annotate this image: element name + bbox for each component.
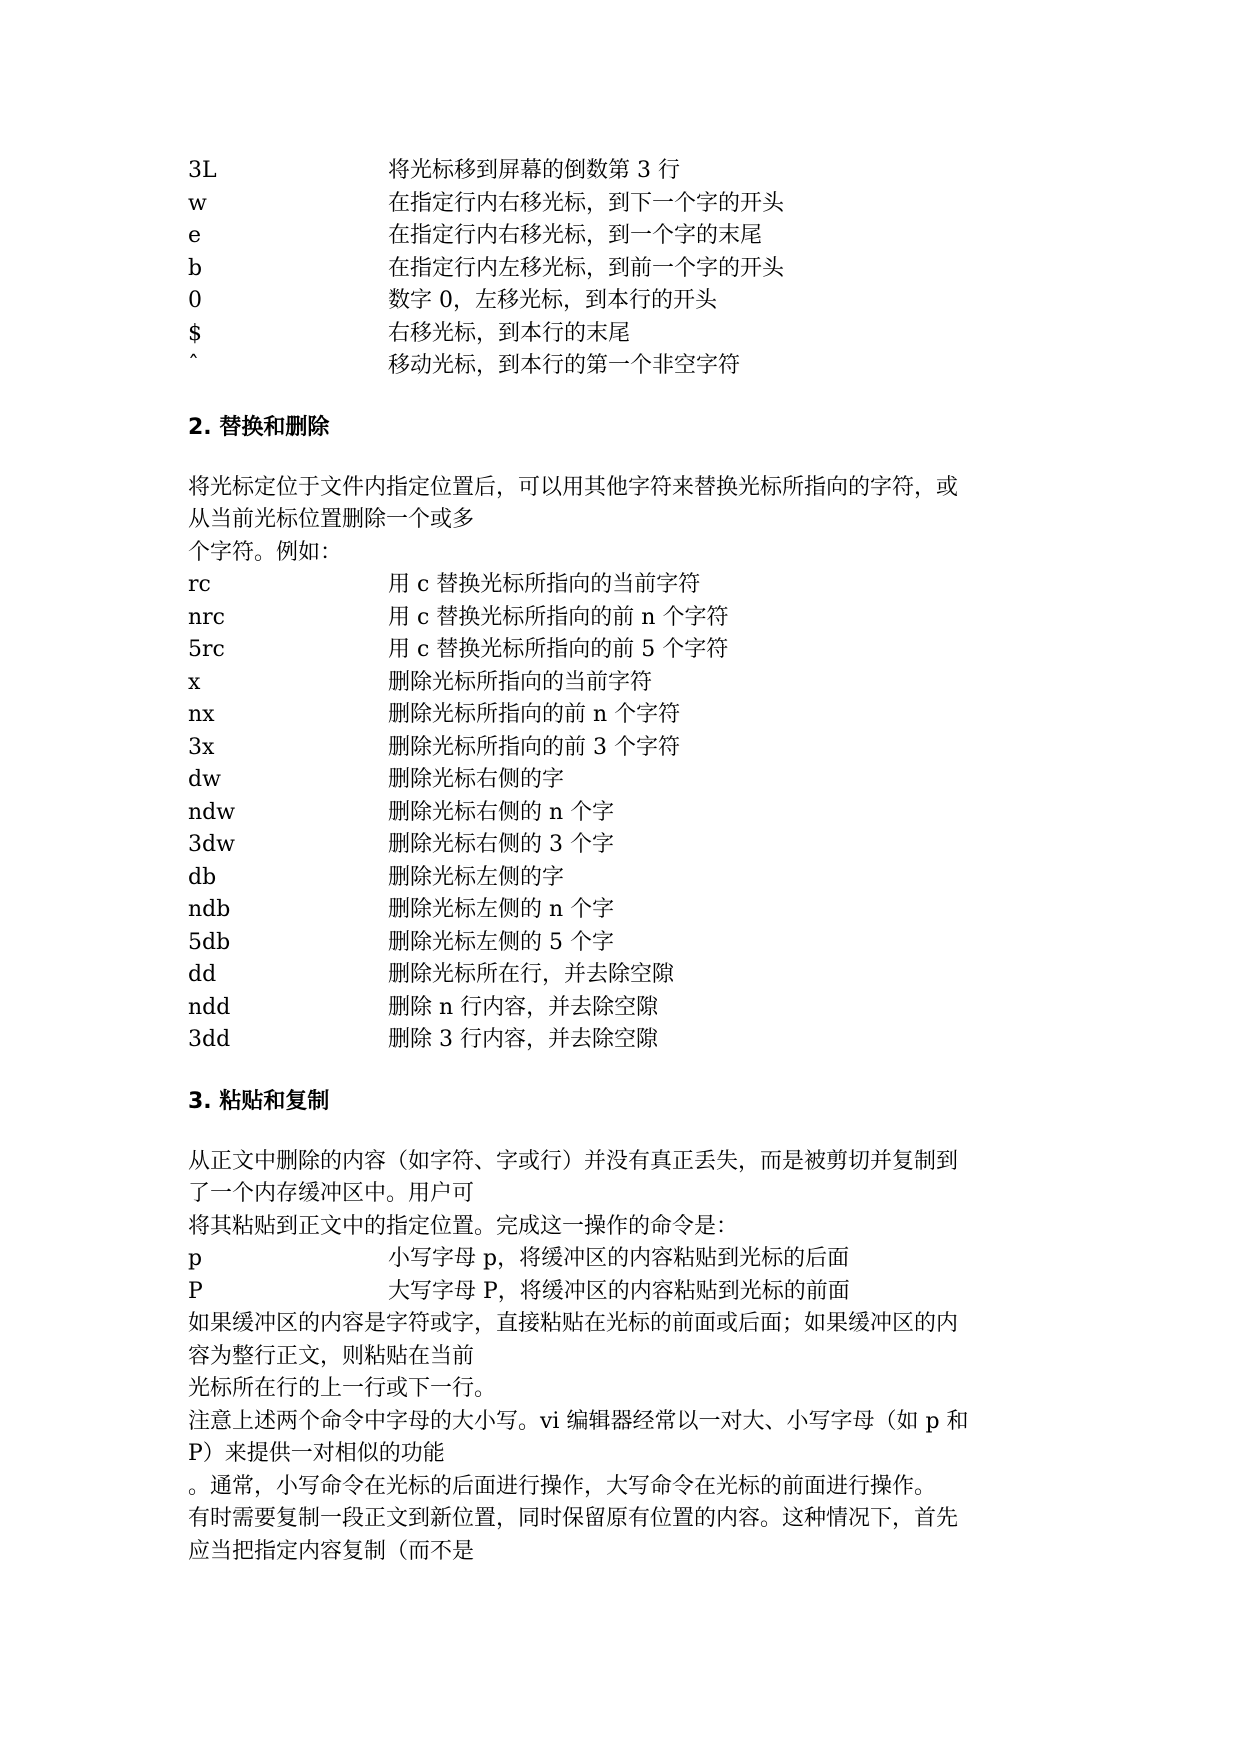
command-key: e — [188, 223, 202, 248]
command-key: $ — [188, 320, 202, 346]
command-row — [188, 992, 1068, 1025]
command-key: ndw — [188, 799, 236, 825]
command-description: 删除光标所指向的前 n 个字符 — [388, 702, 681, 727]
paragraph-line: 容为整行正文，则粘贴在当前 — [188, 1343, 475, 1369]
command-row — [188, 253, 1068, 286]
command-description: 删除光标右侧的 n 个字 — [388, 799, 615, 825]
command-key: 3L — [188, 158, 217, 183]
section-heading-replace-delete: 2. 替换和删除 — [188, 414, 330, 440]
command-key: P — [188, 1278, 203, 1304]
command-description: 删除光标所指向的前 3 个字符 — [388, 734, 680, 760]
command-row — [188, 634, 1068, 667]
command-key: dd — [188, 962, 217, 987]
command-description: 在指定行内左移光标，到前一个字的开头 — [388, 255, 785, 281]
command-key: ndb — [188, 897, 231, 922]
command-description: 小写字母 p，将缓冲区的内容粘贴到光标的后面 — [388, 1246, 850, 1271]
command-row — [188, 350, 1068, 383]
command-row — [188, 1243, 1068, 1276]
command-description: 删除 n 行内容，并去除空隙 — [388, 994, 659, 1020]
command-row — [188, 569, 1068, 602]
paragraph-line: 应当把指定内容复制（而不是 — [188, 1538, 475, 1564]
command-row — [188, 1276, 1068, 1309]
command-description: 在指定行内右移光标，到一个字的末尾 — [388, 223, 763, 248]
section-intro-paragraph — [188, 472, 1068, 570]
command-list-replace-delete — [188, 569, 1068, 1057]
command-description: 用 c 替换光标所指向的当前字符 — [388, 572, 701, 597]
command-row — [188, 927, 1068, 960]
command-description: 数字 0，左移光标，到本行的开头 — [388, 288, 717, 313]
paragraph-line: 。通常，小写命令在光标的后面进行操作，大写命令在光标的前面进行操作。 — [188, 1473, 937, 1499]
section-heading-paste-copy: 3. 粘贴和复制 — [188, 1088, 330, 1114]
command-key: dw — [188, 767, 221, 792]
command-key: 5rc — [188, 637, 225, 662]
section-body-paragraph — [188, 1308, 1068, 1568]
command-key: nx — [188, 702, 215, 727]
command-key: w — [188, 190, 207, 216]
command-row — [188, 699, 1068, 732]
command-key: 3dw — [188, 832, 235, 857]
command-description: 删除光标右侧的 3 个字 — [388, 832, 614, 857]
command-description: 大写字母 P，将缓冲区的内容粘贴到光标的前面 — [388, 1278, 850, 1304]
command-row — [188, 959, 1068, 992]
command-description: 在指定行内右移光标，到下一个字的开头 — [388, 190, 785, 216]
paragraph-line: 如果缓冲区的内容是字符或字，直接粘贴在光标的前面或后面；如果缓冲区的内 — [188, 1311, 959, 1336]
command-description: 删除光标所在行，并去除空隙 — [388, 962, 675, 987]
command-key: ˆ — [188, 353, 199, 378]
command-key: 0 — [188, 288, 202, 313]
command-key: 3x — [188, 734, 215, 760]
command-row — [188, 797, 1068, 830]
command-row — [188, 285, 1068, 318]
command-description: 删除光标左侧的 5 个字 — [388, 929, 614, 955]
command-row — [188, 602, 1068, 635]
paragraph-line: 注意上述两个命令中字母的大小写。vi 编辑器经常以一对大、小写字母（如 p 和 — [188, 1408, 969, 1434]
command-description: 用 c 替换光标所指向的前 5 个字符 — [388, 637, 729, 662]
command-row — [188, 862, 1068, 895]
paragraph-line: 从当前光标位置删除一个或多 — [188, 507, 475, 532]
document-page — [188, 155, 1068, 1568]
command-list-paste — [188, 1243, 1068, 1308]
paragraph-line: 个字符。例如： — [188, 539, 343, 565]
command-row — [188, 764, 1068, 797]
command-key: rc — [188, 572, 211, 597]
command-description: 删除 3 行内容，并去除空隙 — [388, 1027, 658, 1052]
command-description: 删除光标左侧的 n 个字 — [388, 897, 615, 922]
command-key: x — [188, 669, 201, 695]
command-description: 移动光标，到本行的第一个非空字符 — [388, 353, 741, 378]
paragraph-line: 有时需要复制一段正文到新位置，同时保留原有位置的内容。这种情况下，首先 — [188, 1506, 959, 1531]
paragraph-line: 光标所在行的上一行或下一行。 — [188, 1376, 497, 1401]
paragraph-line: 将其粘贴到正文中的指定位置。完成这一操作的命令是： — [188, 1213, 739, 1239]
command-description: 删除光标所指向的当前字符 — [388, 669, 653, 695]
paragraph-line: P）来提供一对相似的功能 — [188, 1441, 445, 1466]
command-row — [188, 1024, 1068, 1057]
command-row — [188, 894, 1068, 927]
command-key: 5db — [188, 929, 231, 955]
paragraph-line: 将光标定位于文件内指定位置后，可以用其他字符来替换光标所指向的字符，或 — [188, 474, 959, 500]
command-description: 右移光标，到本行的末尾 — [388, 320, 631, 346]
command-row — [188, 732, 1068, 765]
command-row — [188, 220, 1068, 253]
command-key: db — [188, 864, 217, 890]
command-row — [188, 667, 1068, 700]
command-key: 3dd — [188, 1027, 231, 1052]
command-description: 用 c 替换光标所指向的前 n 个字符 — [388, 604, 729, 630]
command-list-cursor — [188, 155, 1068, 383]
command-description: 删除光标右侧的字 — [388, 767, 565, 792]
command-description: 删除光标左侧的字 — [388, 864, 565, 890]
command-row — [188, 829, 1068, 862]
command-row — [188, 155, 1068, 188]
command-key: nrc — [188, 604, 226, 630]
command-key: b — [188, 255, 203, 281]
paragraph-line: 了一个内存缓冲区中。用户可 — [188, 1181, 475, 1206]
command-row — [188, 318, 1068, 351]
command-key: p — [188, 1246, 203, 1271]
section-intro-paragraph — [188, 1146, 1068, 1244]
command-key: ndd — [188, 994, 231, 1020]
command-description: 将光标移到屏幕的倒数第 3 行 — [388, 158, 680, 183]
command-row — [188, 188, 1068, 221]
paragraph-line: 从正文中删除的内容（如字符、字或行）并没有真正丢失，而是被剪切并复制到 — [188, 1148, 959, 1174]
